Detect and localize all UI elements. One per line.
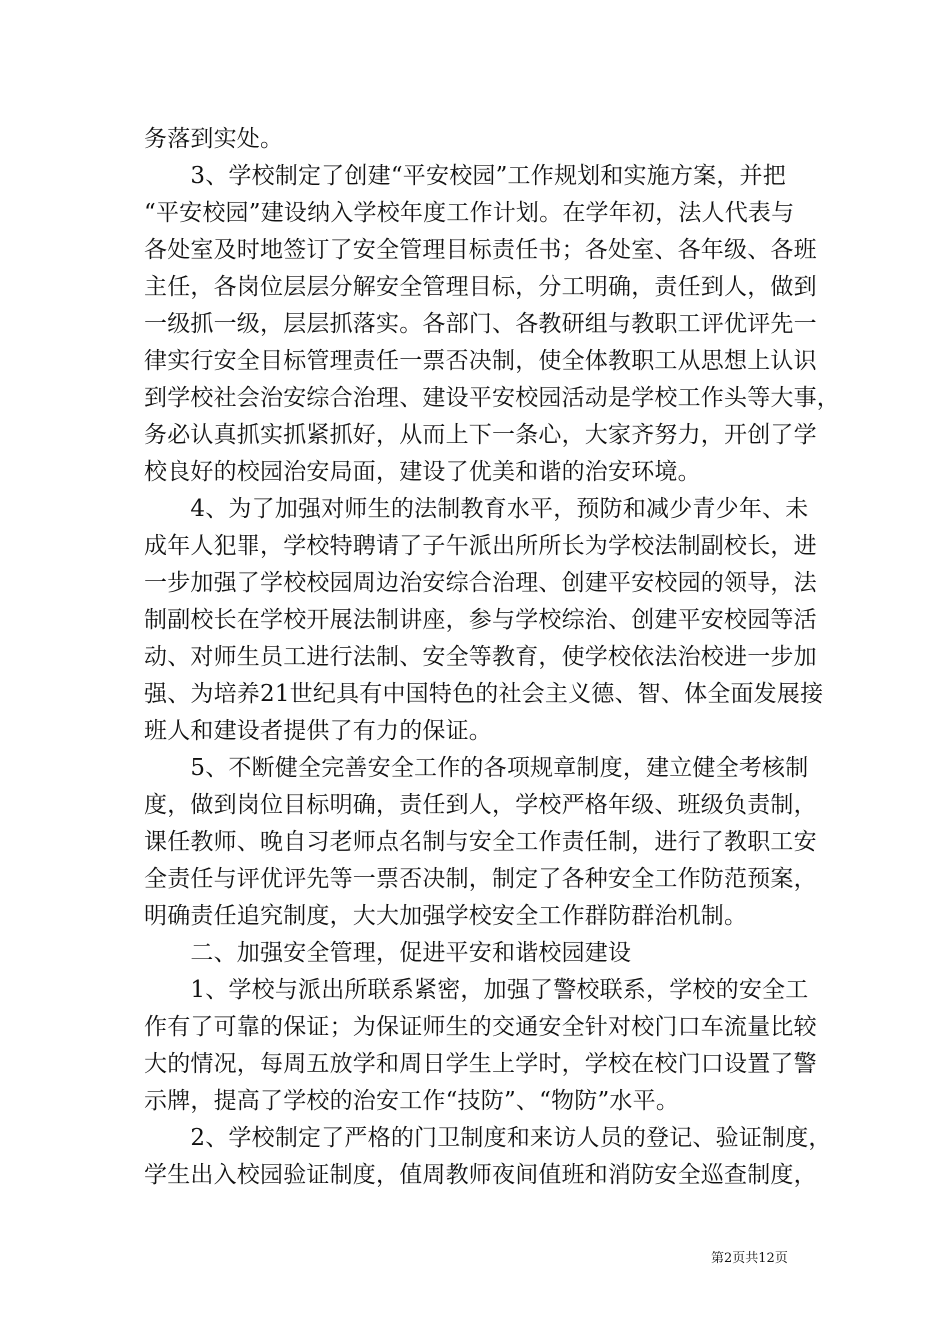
text-line: 到学校社会治安综合治理、建设平安校园活动是学校工作头等大事， (144, 385, 840, 411)
text-line: 5、不断健全完善安全工作的各项规章制度，建立健全考核制 (144, 755, 809, 781)
text-line: 大的情况，每周五放学和周日学生上学时，学校在校门口设置了警 (144, 1051, 817, 1077)
text-line: 4、为了加强对师生的法制教育水平，预防和减少青少年、未 (144, 496, 809, 522)
text-line: 律实行安全目标管理责任一票否决制，使全体教职工从思想上认识 (144, 348, 817, 374)
text-line: 一级抓一级，层层抓落实。各部门、各教研组与教职工评优评先一 (144, 311, 817, 337)
text-line: 主任，各岗位层层分解安全管理目标，分工明确，责任到人，做到 (144, 274, 817, 300)
text-line: 2、学校制定了严格的门卫制度和来访人员的登记、验证制度， (144, 1125, 832, 1151)
text-line: 强、为培养21世纪具有中国特色的社会主义德、智、体全面发展接 (144, 681, 824, 707)
text-line: 班人和建设者提供了有力的保证。 (144, 718, 492, 744)
text-line: 3、学校制定了创建“平安校园”工作规划和实施方案，并把 (144, 163, 786, 189)
section-heading: 二、加强安全管理，促进平安和谐校园建设 (144, 940, 632, 966)
text-line: 示牌，提高了学校的治安工作“技防”、“物防”水平。 (144, 1088, 680, 1114)
text-line: 度，做到岗位目标明确，责任到人，学校严格年级、班级负责制， (144, 792, 817, 818)
text-line: 制副校长在学校开展法制讲座，参与学校综治、创建平安校园等活 (144, 607, 817, 633)
text-line: 务落到实处。 (144, 126, 284, 152)
text-line: 务必认真抓实抓紧抓好，从而上下一条心，大家齐努力，开创了学 (144, 422, 817, 448)
text-line: 成年人犯罪，学校特聘请了子午派出所所长为学校法制副校长，进 (144, 533, 817, 559)
text-line: 1、学校与派出所联系紧密，加强了警校联系，学校的安全工 (144, 977, 809, 1003)
text-line: 明确责任追究制度，大大加强学校安全工作群防群治机制。 (144, 903, 748, 929)
text-line: 学生出入校园验证制度，值周教师夜间值班和消防安全巡查制度， (144, 1162, 817, 1188)
text-line: 作有了可靠的保证；为保证师生的交通安全针对校门口车流量比较 (144, 1014, 817, 1040)
page-number: 第2页共12页 (711, 1251, 788, 1266)
text-line: 动、对师生员工进行法制、安全等教育，使学校依法治校进一步加 (144, 644, 817, 670)
text-line: “平安校园”建设纳入学校年度工作计划。在学年初，法人代表与 (144, 200, 795, 226)
text-line: 各处室及时地签订了安全管理目标责任书；各处室、各年级、各班 (144, 237, 817, 263)
text-line: 校良好的校园治安局面，建设了优美和谐的治安环境。 (144, 459, 701, 485)
text-line: 一步加强了学校校园周边治安综合治理、创建平安校园的领导，法 (144, 570, 817, 596)
text-line: 课任教师、晚自习老师点名制与安全工作责任制，进行了教职工安 (144, 829, 817, 855)
text-line: 全责任与评优评先等一票否决制，制定了各种安全工作防范预案， (144, 866, 817, 892)
